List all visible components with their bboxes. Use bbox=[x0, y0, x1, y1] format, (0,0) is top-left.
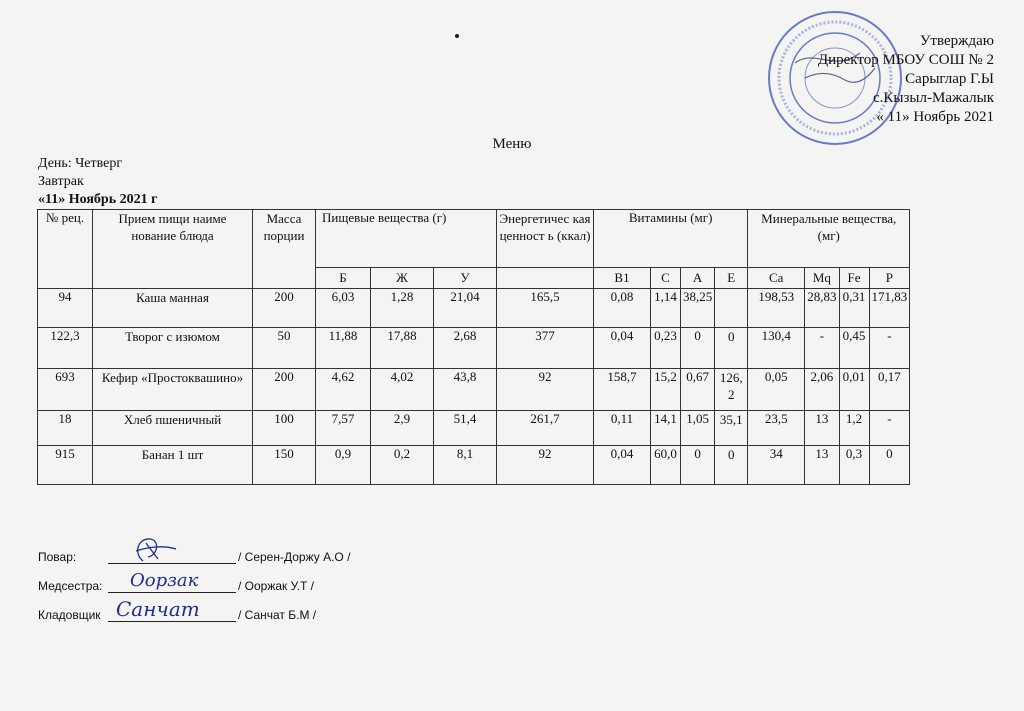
sub-header: P bbox=[869, 268, 910, 289]
sub-header: E bbox=[715, 268, 748, 289]
table-cell: 0,17 bbox=[869, 369, 910, 411]
sub-header: B1 bbox=[594, 268, 651, 289]
table-cell: 0,31 bbox=[839, 289, 869, 328]
table-cell: - bbox=[869, 411, 910, 446]
table-cell: 126, 2 bbox=[715, 369, 748, 411]
table-cell: 2,9 bbox=[371, 411, 434, 446]
ink-dot bbox=[455, 34, 459, 38]
handwritten-signature: Оорзак bbox=[130, 570, 199, 591]
dish-name-cell: Банан 1 шт bbox=[93, 446, 253, 485]
table-cell: 0,04 bbox=[594, 446, 651, 485]
table-cell: 18 bbox=[38, 411, 93, 446]
table-cell: 171,83 bbox=[869, 289, 910, 328]
signature-name: / Санчат Б.М / bbox=[238, 608, 317, 622]
table-cell: 4,02 bbox=[371, 369, 434, 411]
table-cell: 0,04 bbox=[594, 328, 651, 369]
table-cell: 0 bbox=[869, 446, 910, 485]
table-cell: 50 bbox=[253, 328, 316, 369]
table-cell: 0,23 bbox=[651, 328, 681, 369]
header-mass: Масса порции bbox=[253, 210, 316, 289]
sub-header: У bbox=[434, 268, 497, 289]
sub-header: Ca bbox=[748, 268, 805, 289]
table-cell: 0 bbox=[715, 446, 748, 485]
day-label: День: Четверг bbox=[38, 156, 123, 171]
table-cell: 17,88 bbox=[371, 328, 434, 369]
signature-nurse bbox=[38, 570, 314, 593]
table-cell: 0,11 bbox=[594, 411, 651, 446]
table-cell: 92 bbox=[497, 446, 594, 485]
table-cell: 35,1 bbox=[715, 411, 748, 446]
table-cell: 1,14 bbox=[651, 289, 681, 328]
table-cell: 23,5 bbox=[748, 411, 805, 446]
signature-name: / Ооржак У.Т / bbox=[238, 579, 314, 593]
header-nutrients: Пищевые вещества (г) bbox=[316, 210, 497, 268]
header-dish: Прием пищи наиме нование блюда bbox=[93, 210, 253, 289]
signature-cook bbox=[38, 550, 350, 564]
table-cell: 0 bbox=[715, 328, 748, 369]
table-cell: 0,01 bbox=[839, 369, 869, 411]
table-cell: 915 bbox=[38, 446, 93, 485]
handwritten-signature: Санчат bbox=[116, 597, 200, 621]
table-cell: 1,2 bbox=[839, 411, 869, 446]
dish-name-cell: Кефир «Простоквашино» bbox=[93, 369, 253, 411]
approval-line: « 11» Ноябрь 2021 bbox=[876, 109, 994, 125]
table-cell: 0,08 bbox=[594, 289, 651, 328]
approval-line: Сарыглар Г.Ы bbox=[905, 71, 994, 87]
table-cell: 14,1 bbox=[651, 411, 681, 446]
table-cell: 200 bbox=[253, 289, 316, 328]
table-body bbox=[38, 289, 910, 485]
dish-name-cell: Творог с изюмом bbox=[93, 328, 253, 369]
table-cell: 0,67 bbox=[681, 369, 715, 411]
table-cell: - bbox=[805, 328, 839, 369]
table-cell: 0 bbox=[681, 446, 715, 485]
approval-line: Утверждаю bbox=[919, 33, 994, 49]
table-cell: 0,3 bbox=[839, 446, 869, 485]
table-cell: 15,2 bbox=[651, 369, 681, 411]
sub-header-energy bbox=[497, 268, 594, 289]
table-cell: 60,0 bbox=[651, 446, 681, 485]
table-row bbox=[38, 328, 910, 369]
signature-line bbox=[108, 551, 236, 564]
signature-role: Повар: bbox=[38, 550, 77, 564]
table-cell: 13 bbox=[805, 446, 839, 485]
dish-name-cell: Хлеб пшеничный bbox=[93, 411, 253, 446]
table-cell: 198,53 bbox=[748, 289, 805, 328]
table-cell: 200 bbox=[253, 369, 316, 411]
approval-block bbox=[818, 32, 994, 127]
table-cell: 7,57 bbox=[316, 411, 371, 446]
table-cell: 2,06 bbox=[805, 369, 839, 411]
table-cell: 92 bbox=[497, 369, 594, 411]
table-cell: 6,03 bbox=[316, 289, 371, 328]
table-row bbox=[38, 411, 910, 446]
table-row bbox=[38, 289, 910, 328]
table-cell: 693 bbox=[38, 369, 93, 411]
handwritten-signature bbox=[118, 533, 178, 565]
table-row bbox=[38, 446, 910, 485]
table-cell: 11,88 bbox=[316, 328, 371, 369]
table-cell: 130,4 bbox=[748, 328, 805, 369]
table-cell: 2,68 bbox=[434, 328, 497, 369]
table-cell: - bbox=[869, 328, 910, 369]
table-cell: 51,4 bbox=[434, 411, 497, 446]
table-cell: 158,7 bbox=[594, 369, 651, 411]
date-label: «11» Ноябрь 2021 г bbox=[38, 192, 158, 207]
menu-table bbox=[37, 209, 910, 485]
table-cell: 8,1 bbox=[434, 446, 497, 485]
sub-header: C bbox=[651, 268, 681, 289]
sub-header: Ж bbox=[371, 268, 434, 289]
page-title: Меню bbox=[492, 136, 532, 152]
table-cell: 150 bbox=[253, 446, 316, 485]
approval-line: с.Кызыл-Мажалык bbox=[873, 90, 994, 106]
header-minerals: Минеральные вещества, (мг) bbox=[748, 210, 910, 268]
table-row bbox=[38, 369, 910, 411]
signature-role: Кладовщик bbox=[38, 608, 101, 622]
sub-header: A bbox=[681, 268, 715, 289]
dish-name-cell: Каша манная bbox=[93, 289, 253, 328]
signature-storekeeper bbox=[38, 597, 317, 622]
table-cell: 43,8 bbox=[434, 369, 497, 411]
table-cell: 21,04 bbox=[434, 289, 497, 328]
signature-line bbox=[108, 597, 236, 622]
meal-label: Завтрак bbox=[38, 174, 84, 189]
table-cell: 377 bbox=[497, 328, 594, 369]
signature-name: / Серен-Доржу А.О / bbox=[238, 550, 351, 564]
table-cell: 28,83 bbox=[805, 289, 839, 328]
table-cell: 0,05 bbox=[748, 369, 805, 411]
header-energy: Энергетичес кая ценност ь (ккал) bbox=[497, 210, 594, 268]
table-cell: 0,45 bbox=[839, 328, 869, 369]
sub-header: Б bbox=[316, 268, 371, 289]
signature-role: Медсестра: bbox=[38, 579, 103, 593]
table-cell: 122,3 bbox=[38, 328, 93, 369]
table-cell: 34 bbox=[748, 446, 805, 485]
table-cell: 1,05 bbox=[681, 411, 715, 446]
table-cell: 13 bbox=[805, 411, 839, 446]
sub-header: Mq bbox=[805, 268, 839, 289]
table-cell: 0,2 bbox=[371, 446, 434, 485]
table-cell bbox=[715, 289, 748, 328]
table-cell: 100 bbox=[253, 411, 316, 446]
sub-header: Fe bbox=[839, 268, 869, 289]
approval-line: Директор МБОУ СОШ № 2 bbox=[817, 52, 994, 68]
table-cell: 261,7 bbox=[497, 411, 594, 446]
table-cell: 94 bbox=[38, 289, 93, 328]
header-rec: № рец. bbox=[38, 210, 93, 289]
table-cell: 4,62 bbox=[316, 369, 371, 411]
table-cell: 0,9 bbox=[316, 446, 371, 485]
table-cell: 38,25 bbox=[681, 289, 715, 328]
table-cell: 1,28 bbox=[371, 289, 434, 328]
header-vitamins: Витамины (мг) bbox=[594, 210, 748, 268]
signature-line bbox=[108, 570, 236, 593]
table-cell: 0 bbox=[681, 328, 715, 369]
table-cell: 165,5 bbox=[497, 289, 594, 328]
